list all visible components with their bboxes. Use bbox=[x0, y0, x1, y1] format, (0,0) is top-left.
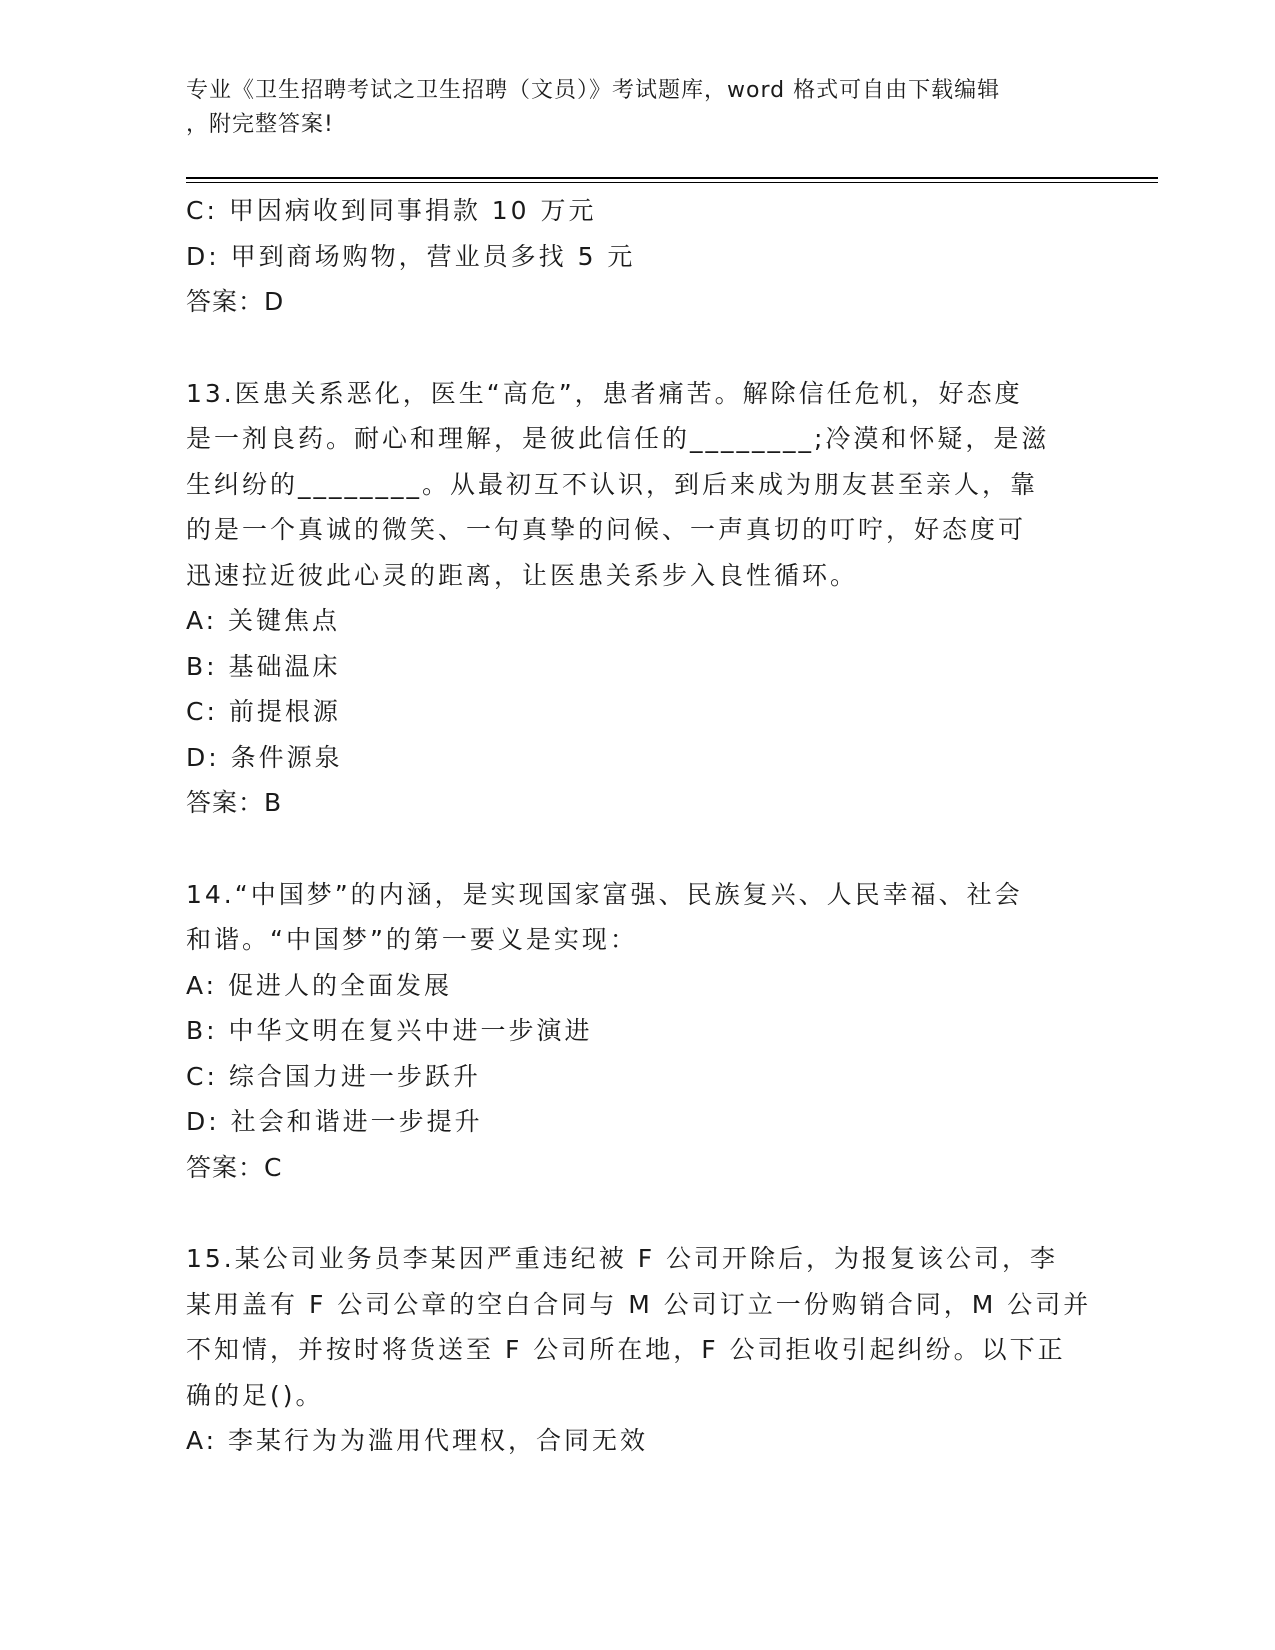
question-text-line: 迅速拉近彼此心灵的距离，让医患关系步入良性循环。 bbox=[186, 560, 859, 590]
question-content bbox=[186, 188, 1092, 1464]
question-text-line: 生纠纷的________。从最初互不认识，到后来成为朋友甚至亲人，靠 bbox=[186, 469, 1039, 499]
answer-line: 答案：C bbox=[186, 1152, 283, 1182]
question-text-line: 的是一个真诚的微笑、一句真挚的问候、一声真切的叮咛，好态度可 bbox=[186, 515, 1027, 544]
spacer bbox=[186, 1190, 1086, 1236]
question-text-line: 和谐。“中国梦”的第一要义是实现： bbox=[186, 925, 638, 954]
option-d: D: 甲到商场购物，营业员多找 5 元 bbox=[186, 241, 636, 271]
option-c: C: 甲因病收到同事捐款 10 万元 bbox=[186, 196, 597, 225]
question-12 bbox=[186, 188, 1086, 325]
option-d: D: 条件源泉 bbox=[186, 742, 343, 772]
header-line-2: ，附完整答案! bbox=[186, 112, 334, 137]
option-c: C: 综合国力进一步跃升 bbox=[186, 1061, 481, 1091]
answer-line: 答案：B bbox=[186, 788, 283, 817]
spacer bbox=[186, 325, 1086, 371]
question-15 bbox=[186, 1236, 1092, 1464]
answer-line: 答案：D bbox=[186, 287, 285, 316]
option-c: C: 前提根源 bbox=[186, 697, 341, 726]
header-line-1: 专业《卫生招聘考试之卫生招聘（文员）》考试题库，word 格式可自由下载编辑 bbox=[186, 78, 1001, 103]
option-b: B: 基础温床 bbox=[186, 651, 341, 681]
spacer bbox=[186, 826, 1086, 872]
question-text-line: 某用盖有 F 公司公章的空白合同与 M 公司订立一份购销合同，M 公司并 bbox=[186, 1289, 1092, 1319]
question-text-line: 确的足()。 bbox=[186, 1380, 324, 1410]
option-a: A: 李某行为为滥用代理权，合同无效 bbox=[186, 1426, 649, 1455]
question-text-line: 14.“中国梦”的内涵，是实现国家富强、民族复兴、人民幸福、社会 bbox=[186, 879, 1023, 909]
question-text-line: 13.医患关系恶化，医生“高危”，患者痛苦。解除信任危机，好态度 bbox=[186, 378, 1023, 408]
question-text-line: 15.某公司业务员李某因严重违纪被 F 公司开除后，为报复该公司，李 bbox=[186, 1244, 1059, 1273]
option-d: D: 社会和谐进一步提升 bbox=[186, 1107, 483, 1136]
question-text-line: 不知情，并按时将货送至 F 公司所在地，F 公司拒收引起纠纷。以下正 bbox=[186, 1335, 1066, 1364]
header-divider-thick bbox=[186, 177, 1158, 179]
question-13 bbox=[186, 371, 1086, 826]
option-a: A: 促进人的全面发展 bbox=[186, 970, 453, 1000]
header-divider-thin bbox=[186, 182, 1158, 183]
question-14 bbox=[186, 872, 1086, 1191]
option-a: A: 关键焦点 bbox=[186, 606, 341, 635]
option-b: B: 中华文明在复兴中进一步演进 bbox=[186, 1016, 593, 1045]
question-text-line: 是一剂良药。耐心和理解，是彼此信任的________;冷漠和怀疑，是滋 bbox=[186, 424, 1050, 453]
document-header bbox=[186, 74, 1086, 142]
